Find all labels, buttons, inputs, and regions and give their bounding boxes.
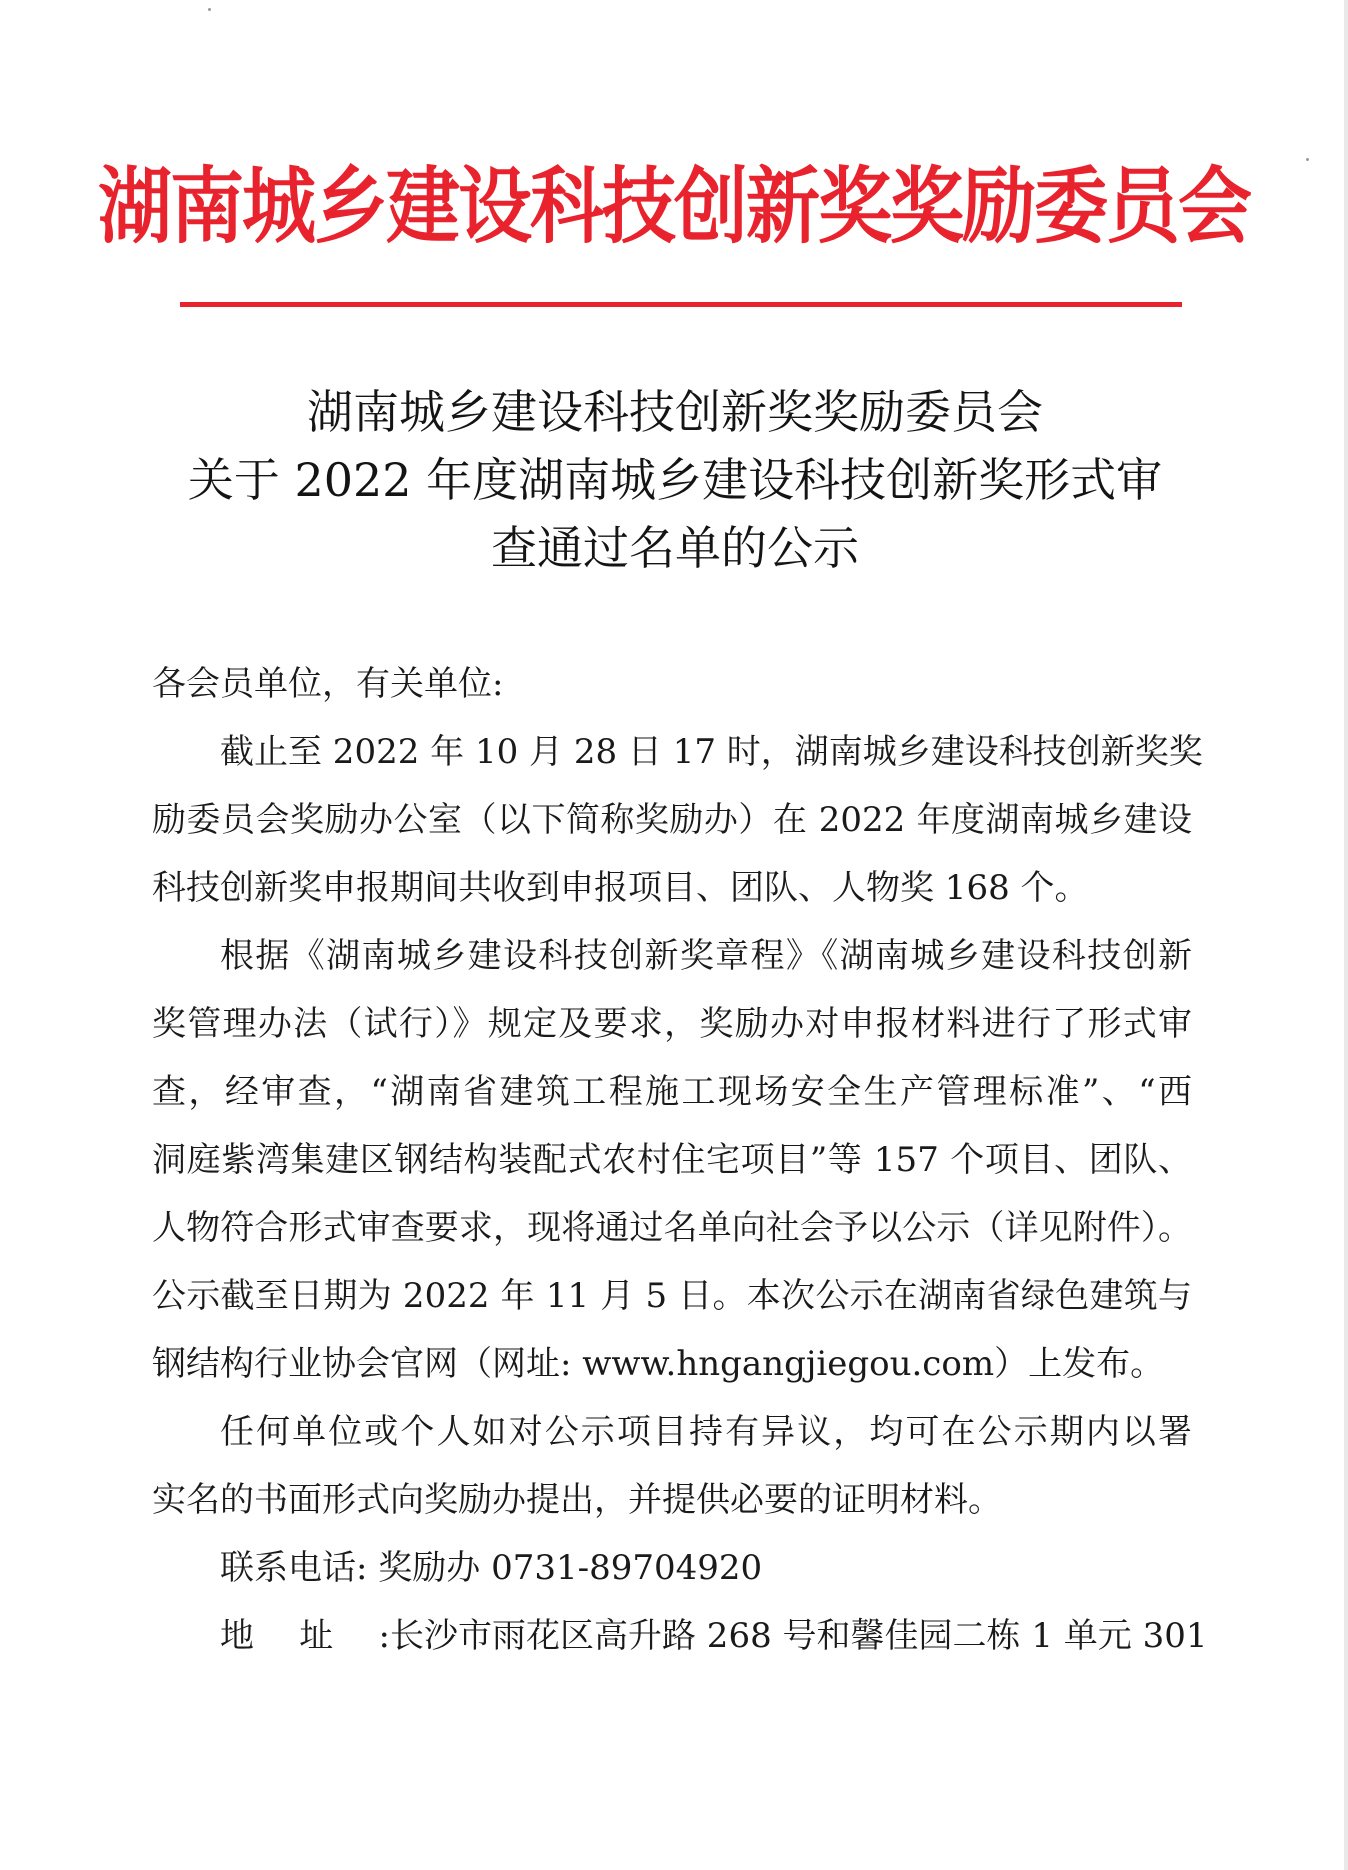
contact-address <box>152 1602 1208 1670</box>
title-line-2: 关于 2022 年度湖南城乡建设科技创新奖形式审 <box>187 453 1163 507</box>
paragraph-line: 实名的书面形式向奖励办提出，并提供必要的证明材料。 <box>152 1480 1002 1520</box>
paragraph-line: 根据《湖南城乡建设科技创新奖章程》《湖南城乡建设科技创新 <box>220 936 1192 976</box>
paragraph-line: 截止至 2022 年 10 月 28 日 17 时，湖南城乡建设科技创新奖奖 <box>220 732 1203 772</box>
paragraph-3 <box>152 1398 1192 1534</box>
title-line-3: 查通过名单的公示 <box>491 521 859 575</box>
paragraph-1 <box>152 718 1203 922</box>
contact-phone: 联系电话: 奖励办 0731-89704920 <box>220 1548 763 1588</box>
address-value: 长沙市雨花区高升路 268 号和馨佳园二栋 1 单元 301 <box>390 1616 1208 1656</box>
letterhead-title: 湖南城乡建设科技创新奖奖励委员会 <box>98 158 1250 256</box>
paragraph-line: 科技创新奖申报期间共收到申报项目、团队、人物奖 168 个。 <box>152 868 1089 908</box>
document-title <box>160 378 1190 582</box>
salutation: 各会员单位，有关单位: <box>152 664 504 704</box>
document-body <box>152 650 1208 1670</box>
title-line-1: 湖南城乡建设科技创新奖奖励委员会 <box>307 385 1043 439</box>
scan-speck <box>208 8 211 11</box>
paragraph-line: 洞庭紫湾集建区钢结构装配式农村住宅项目”等 157 个项目、团队、 <box>152 1140 1192 1180</box>
paragraph-line: 公示截至日期为 2022 年 11 月 5 日。本次公示在湖南省绿色建筑与 <box>152 1276 1192 1316</box>
letterhead-rule <box>180 302 1182 307</box>
paragraph-line: 钢结构行业协会官网（网址: www.hngangjiegou.com）上发布。 <box>152 1344 1165 1384</box>
paragraph-line: 人物符合形式审查要求，现将通过名单向社会予以公示（详见附件）。 <box>152 1208 1192 1248</box>
page-edge <box>1344 0 1348 1870</box>
letterhead <box>0 158 1348 256</box>
address-label: 地址: <box>220 1616 390 1656</box>
scan-speck <box>1306 158 1309 161</box>
paragraph-line: 查，经审查，“湖南省建筑工程施工现场安全生产管理标准”、“西 <box>152 1072 1192 1112</box>
paragraph-2 <box>152 922 1192 1398</box>
paragraph-line: 奖管理办法（试行）》规定及要求，奖励办对申报材料进行了形式审 <box>152 1004 1192 1044</box>
paragraph-line: 励委员会奖励办公室（以下简称奖励办）在 2022 年度湖南城乡建设 <box>152 800 1192 840</box>
paragraph-line: 任何单位或个人如对公示项目持有异议，均可在公示期内以署 <box>220 1412 1192 1452</box>
